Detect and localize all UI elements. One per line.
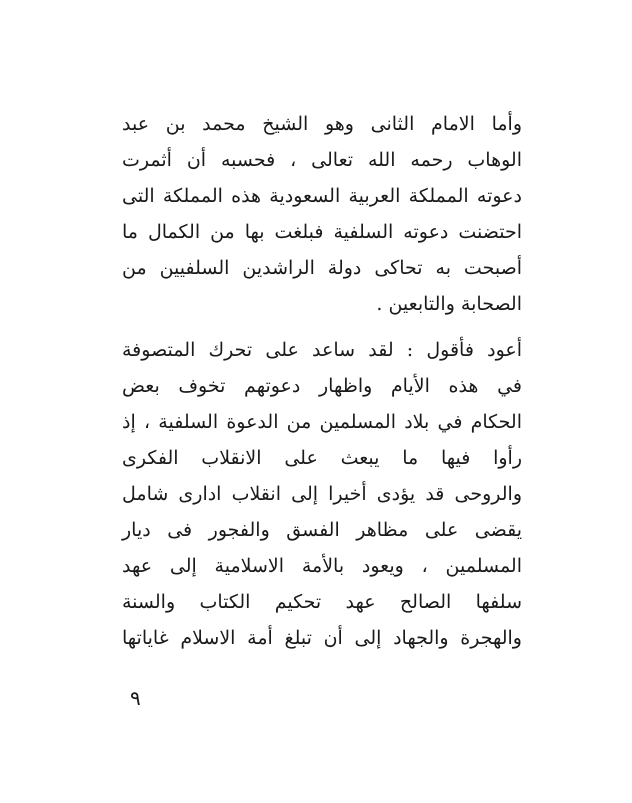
text-line: أعود فأقول : لقد ساعد على تحرك المتصوفة [122,339,522,361]
text-line: في هذه الأيام واظهار دعوتهم تخوف بعض [122,375,522,397]
text-line: وأما الامام الثانى وهو الشيخ محمد بن عبد [122,113,522,135]
text-line: المسلمين ، ويعود بالأمة الاسلامية إلى عهد [122,555,522,577]
text-line: دعوته المملكة العربية السعودية هذه المملكة التى [122,185,522,207]
text-line: والهجرة والجهاد إلى أن تبلغ أمة الاسلام غاياتها [122,627,522,649]
text-line: الحكام في بلاد المسلمين من الدعوة السلفية ، إذ [122,411,522,433]
text-line: الصحابة والتابعين . [376,293,522,315]
text-line: يقضى على مظاهر الفسق والفجور فى ديار [122,519,522,541]
paragraph-1 [122,106,522,322]
text-line: أصبحت به تحاكى دولة الراشدين السلفيين من [122,257,522,279]
text-line: سلفها الصالح عهد تحكيم الكتاب والسنة [122,591,522,613]
text-line: احتضنت دعوته السلفية فبلغت بها من الكمال ما [122,221,522,243]
text-line: الوهاب رحمه الله تعالى ، فحسبه أن أثمرت [122,149,522,171]
page-number: ٩ [130,686,141,710]
paragraph-2 [122,332,522,656]
text-line: والروحى قد يؤدى أخيرا إلى انقلاب ادارى شامل [122,483,522,505]
text-line: رأوا فيها ما يبعث على الانقلاب الفكرى [122,447,522,469]
